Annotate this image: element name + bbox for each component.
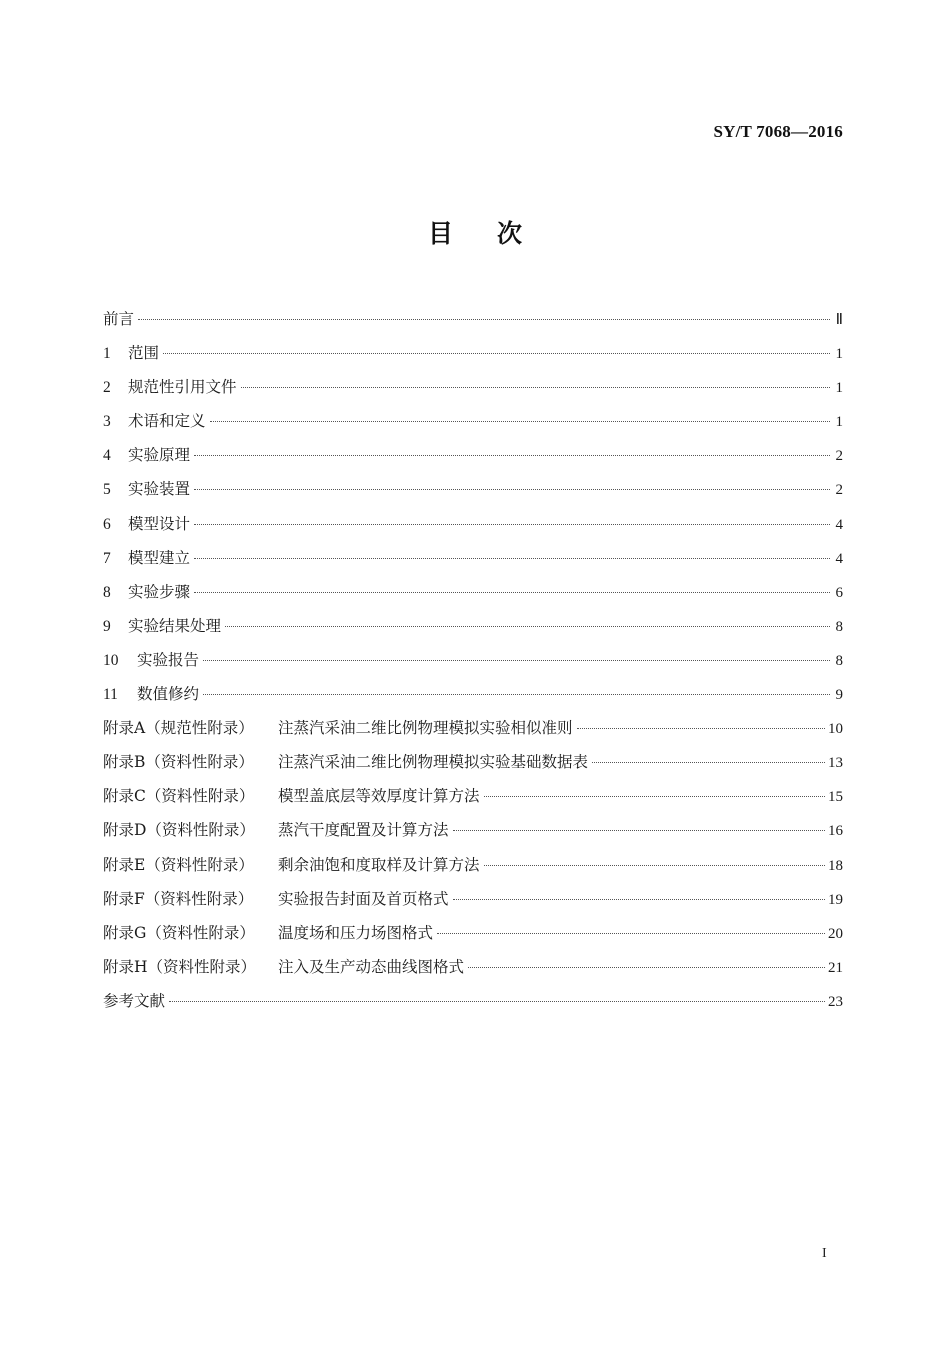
toc-entry-appendix-prefix: 附录A（规范性附录）: [103, 719, 254, 738]
toc-entry-label: 实验装置: [128, 480, 191, 499]
toc-entry-label: 实验报告: [137, 650, 200, 669]
toc-dot-leader: [577, 728, 825, 729]
toc-dot-leader: [194, 558, 830, 559]
toc-entry-label: 参考文献: [103, 991, 166, 1010]
toc-entry: [103, 336, 843, 370]
page-number: I: [822, 1246, 827, 1261]
toc-entry: [103, 370, 843, 404]
toc-entry-label: 实验步骤: [128, 582, 191, 601]
toc-entry: [103, 779, 843, 813]
toc-dot-leader: [194, 455, 830, 456]
toc-entry-page: 13: [828, 755, 843, 772]
toc-entry-appendix-prefix: 附录G（资料性附录）: [103, 923, 255, 942]
toc-entry-page: 1: [835, 346, 843, 363]
toc-dot-leader: [163, 353, 830, 354]
toc-entry-number: 2: [103, 379, 111, 397]
toc-entry-label: 注入及生产动态曲线图格式: [278, 957, 465, 976]
toc-entry: [103, 575, 843, 609]
toc-entry: [103, 541, 843, 575]
toc-entry-page: 6: [835, 584, 843, 601]
toc-entry-number: 7: [103, 549, 111, 567]
toc-entry-number: 1: [103, 345, 111, 363]
toc-dot-leader: [194, 489, 830, 490]
toc-entry-page: 19: [828, 891, 843, 908]
toc-dot-leader: [241, 387, 830, 388]
toc-entry-label: 规范性引用文件: [128, 378, 237, 397]
toc-entry-label: 模型盖底层等效厚度计算方法: [278, 787, 480, 806]
toc-entry: [103, 711, 843, 745]
toc-entry-number: 5: [103, 481, 111, 499]
toc-dot-leader: [194, 524, 830, 525]
toc-dot-leader: [484, 796, 825, 797]
toc-entry-page: 18: [828, 857, 843, 874]
toc-entry: [103, 848, 843, 882]
toc-entry-page: 4: [835, 550, 843, 567]
table-of-contents: [103, 302, 843, 1018]
toc-entry: [103, 677, 843, 711]
toc-dot-leader: [203, 660, 830, 661]
toc-dot-leader: [210, 421, 830, 422]
toc-entry-label: 蒸汽干度配置及计算方法: [278, 821, 449, 840]
toc-entry-page: 20: [828, 925, 843, 942]
toc-entry: [103, 813, 843, 847]
toc-entry-label: 模型设计: [128, 514, 191, 533]
toc-entry-number: 4: [103, 447, 111, 465]
toc-entry: [103, 745, 843, 779]
toc-dot-leader: [453, 830, 825, 831]
toc-entry: [103, 302, 843, 336]
toc-entry-appendix-prefix: 附录E（资料性附录）: [103, 855, 254, 874]
toc-entry-number: 9: [103, 617, 111, 635]
toc-entry-label: 模型建立: [128, 548, 191, 567]
toc-entry-page: 15: [828, 789, 843, 806]
toc-entry-page: 8: [835, 652, 843, 669]
toc-entry-label: 注蒸汽采油二维比例物理模拟实验基础数据表: [278, 753, 589, 772]
toc-entry-number: 8: [103, 583, 111, 601]
toc-entry-appendix-prefix: 附录D（资料性附录）: [103, 821, 255, 840]
toc-entry-appendix-prefix: 附录B（资料性附录）: [103, 753, 254, 772]
toc-dot-leader: [468, 967, 825, 968]
toc-entry: [103, 984, 843, 1018]
toc-entry-page: 16: [828, 823, 843, 840]
toc-entry-page: 2: [835, 482, 843, 499]
toc-entry-label: 范围: [128, 344, 160, 363]
toc-entry-number: 11: [103, 686, 118, 704]
toc-dot-leader: [437, 933, 825, 934]
standard-number: SY/T 7068—2016: [713, 122, 843, 141]
toc-entry-appendix-prefix: 附录C（资料性附录）: [103, 787, 255, 806]
toc-entry-page: 4: [835, 516, 843, 533]
toc-entry-page: 10: [828, 721, 843, 738]
toc-dot-leader: [592, 762, 825, 763]
toc-entry-page: 9: [835, 687, 843, 704]
toc-entry-page: 2: [835, 448, 843, 465]
toc-entry-number: 10: [103, 651, 119, 669]
toc-entry: [103, 438, 843, 472]
toc-entry-label: 剩余油饱和度取样及计算方法: [278, 855, 480, 874]
toc-dot-leader: [203, 694, 830, 695]
toc-entry: [103, 404, 843, 438]
toc-entry: [103, 472, 843, 506]
toc-entry: [103, 950, 843, 984]
page-title: 目次: [427, 219, 566, 248]
toc-entry-label: 实验结果处理: [128, 616, 222, 635]
toc-entry-number: 3: [103, 413, 111, 431]
toc-dot-leader: [169, 1001, 825, 1002]
toc-entry-page: 1: [835, 414, 843, 431]
toc-entry-label: 实验原理: [128, 446, 191, 465]
toc-entry: [103, 643, 843, 677]
toc-dot-leader: [225, 626, 830, 627]
toc-entry-page: Ⅱ: [835, 312, 843, 328]
toc-entry: [103, 507, 843, 541]
toc-dot-leader: [453, 899, 825, 900]
toc-entry-label: 术语和定义: [128, 412, 206, 431]
toc-entry-page: 8: [835, 618, 843, 635]
toc-dot-leader: [194, 592, 830, 593]
toc-dot-leader: [484, 865, 825, 866]
toc-entry: [103, 916, 843, 950]
toc-entry-page: 23: [828, 993, 843, 1010]
toc-entry-label: 注蒸汽采油二维比例物理模拟实验相似准则: [278, 719, 573, 738]
toc-entry-page: 1: [835, 380, 843, 397]
toc-entry-label: 实验报告封面及首页格式: [278, 889, 449, 908]
toc-entry-label: 数值修约: [137, 685, 200, 704]
toc-dot-leader: [138, 319, 830, 320]
toc-entry: [103, 609, 843, 643]
toc-entry-page: 21: [828, 959, 843, 976]
toc-entry-label: 温度场和压力场图格式: [278, 923, 434, 942]
toc-entry-label: 前言: [103, 310, 135, 328]
toc-entry-appendix-prefix: 附录F（资料性附录）: [103, 889, 254, 908]
toc-entry: [103, 882, 843, 916]
toc-entry-appendix-prefix: 附录H（资料性附录）: [103, 957, 257, 976]
toc-entry-number: 6: [103, 515, 111, 533]
